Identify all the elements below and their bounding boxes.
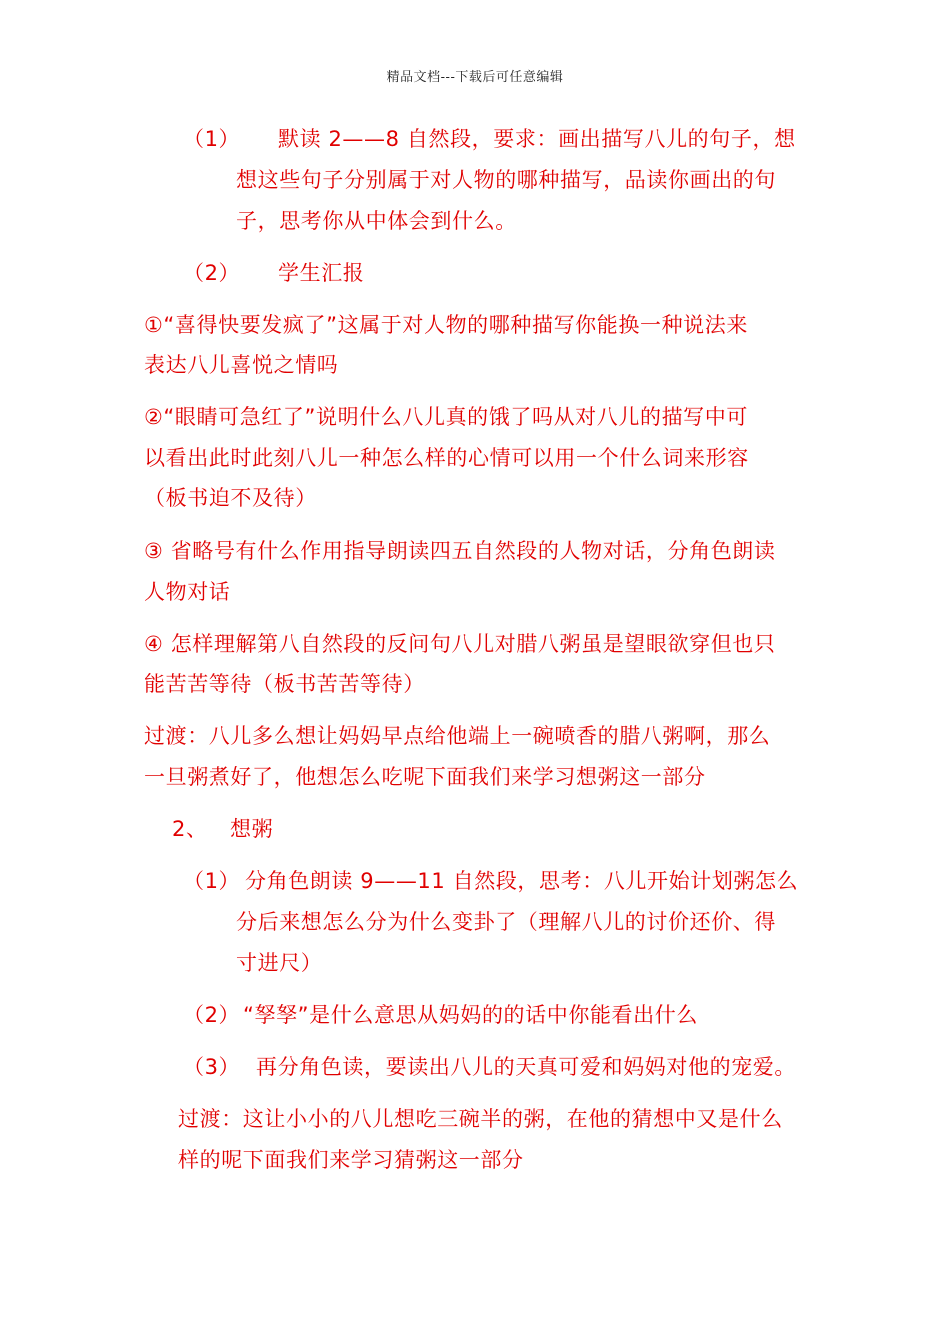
step-1-line-2: 想这些句子分别属于对人物的哪种描写，品读你画出的句 [236, 168, 776, 192]
point-4-line-2: 能苦苦等待（板书苦苦等待） [144, 672, 425, 696]
sub-1-line-3: 寸进尺） [236, 951, 323, 975]
sub-2-marker: （2） [183, 1003, 241, 1027]
sub-1-line-2: 分后来想怎么分为什么变卦了（理解八儿的讨价还价、得 [236, 910, 776, 934]
point-3-line-2: 人物对话 [144, 580, 231, 604]
step-2-marker: （2） [183, 261, 241, 285]
sub-1-marker: （1） [183, 869, 241, 893]
step-1-marker: （1） [183, 127, 241, 151]
sub-3-marker: （3） [183, 1055, 241, 1079]
point-3-line-1: ③ 省略号有什么作用指导朗读四五自然段的人物对话，分角色朗读 [144, 539, 776, 563]
point-2-line-1: ②“眼睛可急红了”说明什么八儿真的饿了吗从对八儿的描写中可 [144, 405, 748, 429]
point-2-line-2: 以看出此时此刻八儿一种怎么样的心情可以用一个什么词来形容 [144, 446, 749, 470]
point-2-line-3: （板书迫不及待） [144, 486, 317, 510]
step-1-line-1: 默读 2——8 自然段，要求：画出描写八儿的句子，想 [278, 127, 796, 151]
transition-1-line-1: 过渡：八儿多么想让妈妈早点给他端上一碗喷香的腊八粥啊，那么 [144, 724, 771, 748]
transition-2-line-1: 过渡：这让小小的八儿想吃三碗半的粥，在他的猜想中又是什么 [178, 1107, 783, 1131]
sub-3-line-1: 再分角色读，要读出八儿的天真可爱和妈妈对他的宠爱。 [256, 1055, 796, 1079]
sub-2-line-1: “孥孥”是什么意思从妈妈的的话中你能看出什么 [243, 1003, 698, 1027]
page-header: 精品文档---下载后可任意编辑 [386, 70, 564, 85]
point-1-line-1: ①“喜得快要发疯了”这属于对人物的哪种描写你能换一种说法来 [144, 313, 748, 337]
step-2-line-1: 学生汇报 [278, 261, 365, 285]
point-1-line-2: 表达八儿喜悦之情吗 [144, 353, 339, 377]
step-1-line-3: 子，思考你从中体会到什么。 [236, 209, 517, 233]
transition-2-line-2: 样的呢下面我们来学习猜粥这一部分 [178, 1148, 524, 1172]
sub-1-line-1: 分角色朗读 9——11 自然段，思考：八儿开始计划粥怎么 [245, 869, 799, 893]
section-2-title: 想粥 [230, 817, 274, 841]
transition-1-line-2: 一旦粥煮好了，他想怎么吃呢下面我们来学习想粥这一部分 [144, 765, 706, 789]
section-2-marker: 2、 [172, 817, 208, 841]
point-4-line-1: ④ 怎样理解第八自然段的反问句八儿对腊八粥虽是望眼欲穿但也只 [144, 632, 776, 656]
